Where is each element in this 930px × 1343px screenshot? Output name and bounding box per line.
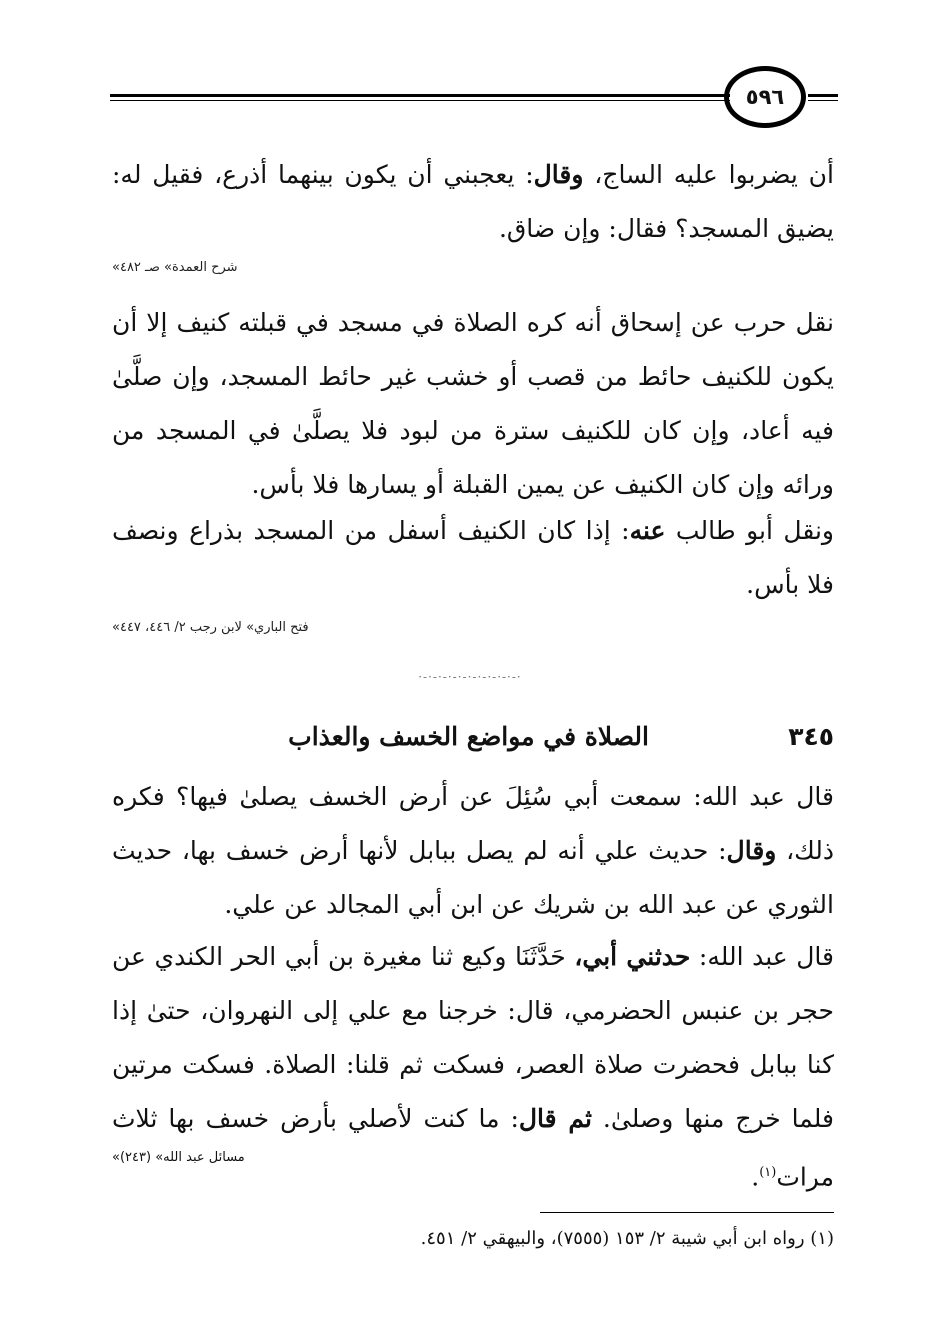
header-rule-thin <box>110 100 730 101</box>
source-citation-2: «فتح الباري» لابن رجب ٢/ ٤٤٦، ٤٤٧ <box>112 620 309 635</box>
paragraph-2: نقل حرب عن إسحاق أنه كره الصلاة في مسجد في قبلته كنيف إلا أن يكون للكنيف حائط من قصب أو خشب غير حائط المسجد، وإن صلَّىٰ فيه أعاد، وإن كان للكنيف سترة من لبود فلا يصلَّىٰ في المسجد من ورائه وإن كان الكنيف عن يمين القبلة أو يسارها فلا بأس. <box>112 308 834 499</box>
source-citation-1: «شرح العمدة» صـ ٤٨٢ <box>112 260 238 275</box>
section-title: الصلاة في مواضع الخسف والعذاب <box>288 722 649 751</box>
source-citation-3: «مسائل عبد الله» (٢٤٣) <box>112 1150 245 1165</box>
paragraph-4: قال عبد الله: سمعت أبي سُئِلَ عن أرض الخسف يصلىٰ فيها؟ فكره ذلك، وقال: حديث علي أنه لم يصل ببابل لأنها أرض خسف بها، حديث الثوري عن عبد الله بن شريك عن ابن أبي المجالد عن علي. <box>112 782 834 919</box>
section-number: ٣٤٥ <box>788 722 834 751</box>
header-rule <box>110 94 730 97</box>
footnote-rule <box>540 1212 834 1213</box>
footnote-marker: (١) <box>759 1165 777 1180</box>
page-number: ٥٩٦ <box>724 66 806 128</box>
paragraph-3: ونقل أبو طالب عنه: إذا كان الكنيف أسفل من المسجد بذراع ونصف فلا بأس. <box>112 516 834 599</box>
section-divider-ornament: ·-·-·-·-·-·-·-·-·-·-· <box>418 670 522 684</box>
header-rule-right-thin <box>808 100 838 101</box>
paragraph-1: أن يضربوا عليه الساج، وقال: يعجبني أن يكون بينهما أذرع، فقيل له: يضيق المسجد؟ فقال: وإن ضاق. <box>112 160 834 243</box>
header-rule-right <box>808 94 838 97</box>
section-heading <box>112 718 834 768</box>
paragraph-5: قال عبد الله: حدثني أبي، حَدَّثَنَا وكيع ثنا مغيرة بن أبي الحر الكندي عن حجر بن عنبس الحضرمي، قال: خرجنا مع علي إلى النهروان، حتىٰ إذا كنا ببابل فحضرت صلاة العصر، فسكت ثم قلنا: الصلاة. فسكت مرتين فلما خرج منها وصلىٰ. ثم قال: ما كنت لأصلي بأرض خسف بها ثلاث مرات$^{(١)}$. <box>112 942 835 1192</box>
footnote: (١) رواه ابن أبي شيبة ٢/ ١٥٣ (٧٥٥٥)، والبيهقي ٢/ ٤٥١. <box>420 1228 834 1249</box>
